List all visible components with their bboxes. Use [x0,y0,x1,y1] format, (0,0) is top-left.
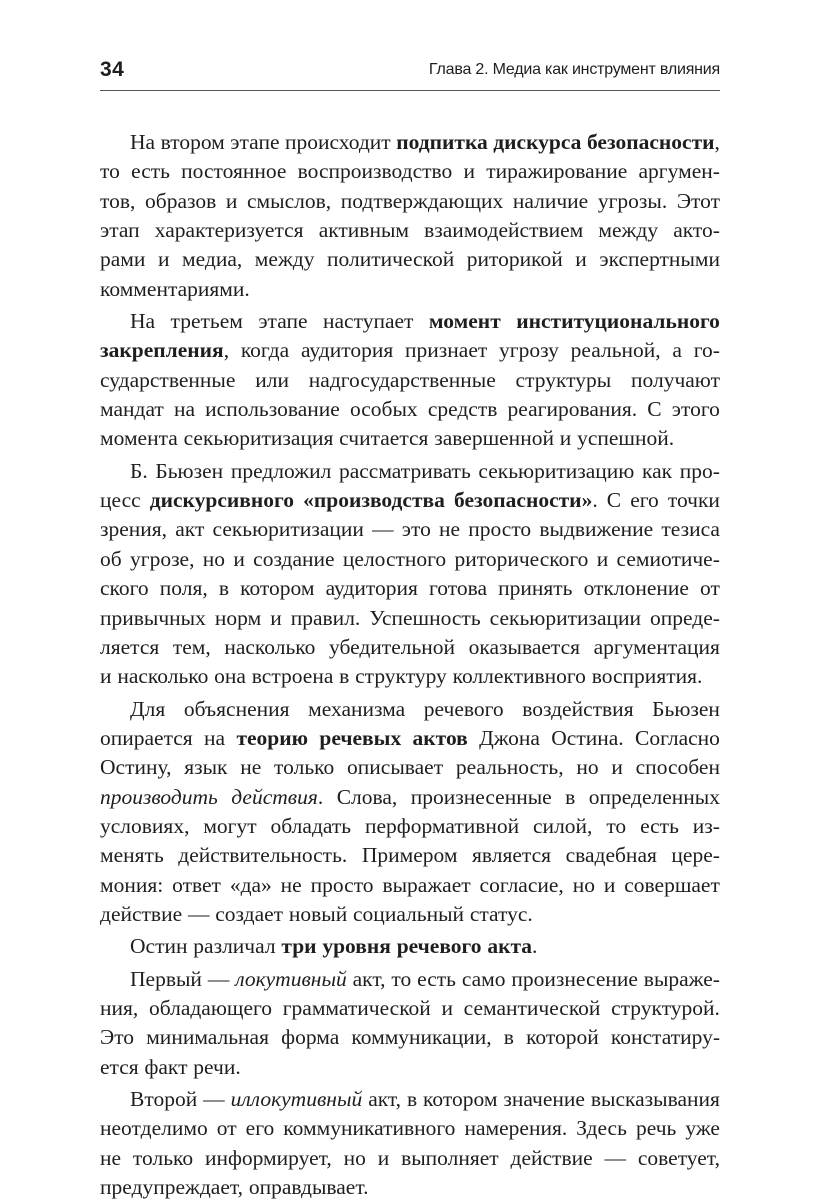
word: только [132,1145,194,1170]
word: его [630,488,659,513]
word: успешной. [577,426,675,451]
word: медиа, [182,247,243,272]
word: между [254,247,315,272]
word: является [472,843,552,868]
word: секьюритизация [183,426,334,451]
word: и [463,159,476,184]
word: реальной, [570,338,661,363]
word: статус. [469,901,533,926]
word: мония: [100,872,164,897]
word: образов [145,188,217,213]
word: политической [327,247,455,272]
word: «производства [303,488,445,513]
word: просто [468,517,532,542]
word: советует, [637,1145,720,1170]
word: На [130,309,156,334]
word: секьюритизации [489,605,642,630]
word: рами [100,247,146,272]
word: — [604,1145,626,1170]
word: об [100,546,122,571]
text-line [100,1085,720,1114]
word: действие [510,1145,593,1170]
word: производить [100,784,218,809]
word: насколько [117,664,209,689]
word: ется [100,1054,139,1079]
word: Бьюзен [155,458,224,483]
word: Б. [130,458,148,483]
word: Первый [130,966,202,991]
word: зрения, [100,517,168,542]
word: согласие, [479,872,564,897]
word: структуры [515,367,612,392]
word: акт, [368,1087,402,1111]
word: Для [130,696,166,721]
word: ответ [172,872,221,897]
text-line [100,753,720,782]
word: акт, [352,966,386,991]
word: целостного [342,546,447,571]
word: предложил [230,458,332,483]
word: из- [692,813,720,838]
word: считается [339,426,429,451]
word: происходит [285,130,391,154]
word: грамматической [282,995,431,1020]
word: убедительной [328,634,456,659]
word: воздействия [522,696,634,721]
word: Согласно [635,725,720,750]
word: совершает [624,872,720,897]
word: момент [428,309,501,334]
word: и [603,872,616,897]
running-header [100,56,720,91]
word: обладающего [148,995,273,1020]
word: и [559,426,572,451]
word: цере- [671,843,720,868]
word: уровня [322,934,391,959]
word: коммуникативного [283,1116,456,1141]
word: рассматривать [338,458,471,483]
word: Остину, [100,755,172,780]
word: три [281,934,317,959]
word: и [270,605,282,630]
word: оправдывает. [248,1175,369,1200]
word: риторического [454,546,589,571]
word: На [130,130,156,154]
word: новый [288,901,348,926]
word: котором [423,1087,498,1111]
text-line [100,128,720,157]
word: дискурсивного [149,488,295,513]
word: значение [503,1087,585,1111]
word: создает [215,901,284,926]
word: и [611,755,623,780]
text-line [100,307,720,336]
word: или [255,367,289,392]
word: тем, [172,634,211,659]
word: перформативной [364,813,520,838]
text-line [100,841,720,870]
word: произнесенные [410,784,552,809]
word: встроена [251,664,334,689]
word: реальность, [455,755,564,780]
word: завершенной [434,426,554,451]
word: акт [175,517,205,542]
word: выполняет [401,1145,499,1170]
word: в [339,664,350,689]
word: аудитория [325,576,418,601]
word: не [100,1145,122,1170]
word: и [233,546,245,571]
word: — [203,1087,225,1111]
word: котором [240,576,315,601]
word: го- [693,338,720,363]
word: она [214,664,246,689]
word: секьюритизации [212,517,364,542]
word: ляется [100,634,160,659]
word: но [572,872,595,897]
word: использование [205,397,340,422]
word: тов, [100,188,136,213]
word: актов [412,725,468,750]
word: наступает [323,309,414,334]
word: Успешность [369,605,481,630]
word: семиотиче- [616,546,720,571]
word: втором [160,130,225,154]
word: на [173,397,196,422]
word: и [441,995,453,1020]
word: речевого [396,934,482,959]
word: структурой. [611,995,720,1020]
word: подтверждающих [340,188,504,213]
word: его [245,1116,275,1141]
chapter-title: Глава 2. Медиа как инструмент влияния [428,61,720,78]
page-number: 34 [100,58,125,81]
word: произнесение [511,966,638,991]
word: комментариями. [100,276,250,301]
word: «да» [229,872,272,897]
word: речи. [193,1054,241,1079]
word: объяснения [183,696,290,721]
word: создание [253,546,335,571]
word: условиях, [100,813,190,838]
word: семантической [463,995,601,1020]
word: восприятия. [591,664,703,689]
text-line [100,187,720,216]
word: действие [100,901,183,926]
word: но [576,755,599,780]
word: действительность. [178,843,348,868]
word: цесс [100,488,141,513]
text-line [100,1114,720,1143]
word: это [401,517,431,542]
word: аргументация [593,634,720,659]
word: угрозы. [597,188,668,213]
word: теорию [236,725,309,750]
word: уже [685,1116,720,1141]
word: безопасности, [586,130,720,154]
word: Остина. [551,725,624,750]
word: от [216,1116,237,1141]
word: когда [240,338,290,363]
word: момента [100,426,178,451]
word: свадебная [565,843,657,868]
word: отклонение [583,576,689,601]
word: — [187,901,210,926]
word: взаимодействием [424,218,584,243]
word: само [461,966,506,991]
text-line [100,157,720,186]
word: определенных [588,784,720,809]
word: речевого [423,696,504,721]
word: выдвижение [539,517,654,542]
word: этап [100,218,140,243]
word: коллективного [452,664,586,689]
word: безопасности». [453,488,598,513]
word: средств [427,397,498,422]
word: этого [671,397,720,422]
word: локутивный [235,966,347,991]
text-line [100,932,720,961]
word: речевых [319,725,402,750]
word: способен [635,755,720,780]
text-line [100,336,720,365]
word: смыслов, [247,188,332,213]
word: особых [349,397,418,422]
word: признает [405,338,488,363]
word: факт [144,1054,188,1079]
word: выраже- [643,966,720,991]
word: ния, [100,995,139,1020]
word: готова [428,576,488,601]
text-line [100,1053,720,1082]
word: этапе [230,130,280,154]
word: надгосударственные [308,367,496,392]
word: С [647,397,662,422]
word: Примером [361,843,458,868]
word: то [391,966,412,991]
word: насколько [224,634,316,659]
text-line [100,633,720,662]
text-line [100,457,720,486]
word: постоянное [181,159,287,184]
word: информирует, [204,1145,332,1170]
word: правил. [290,605,361,630]
text-line [100,245,720,274]
text-line [100,662,720,691]
text-line [100,424,720,453]
word: менять [100,843,164,868]
word: действия. [231,784,324,809]
word: и [100,664,112,689]
word: но [343,1145,366,1170]
word: не [240,755,262,780]
word: только [274,755,335,780]
word: и [225,188,238,213]
word: характеризуется [154,218,304,243]
word: есть [640,813,679,838]
word: Бьюзен [652,696,720,721]
word: подпитка [396,130,488,154]
word: сударственные [100,367,236,392]
text-line [100,994,720,1023]
text-line [100,1144,720,1173]
word: речь [635,1116,677,1141]
word: минимальная [146,1025,269,1050]
word: в [406,1087,418,1111]
text-line [100,1173,720,1202]
text-line [100,1023,720,1052]
text-line [100,604,720,633]
word: про- [679,458,720,483]
word: Слова, [336,784,398,809]
word: могут [203,813,257,838]
word: от [700,576,720,601]
word: и [377,1145,390,1170]
word: то [606,813,627,838]
word: различал [193,934,276,959]
text-line [100,724,720,753]
word: обладать [270,813,352,838]
word: но [202,546,226,571]
word: есть [131,159,170,184]
word: Остин [130,934,188,959]
text-line [100,574,720,603]
word: не [280,872,302,897]
word: угрозу [499,338,559,363]
word: не [439,517,461,542]
word: норм [214,605,262,630]
text-line [100,366,720,395]
word: выражает [382,872,471,897]
word: риторикой [466,247,563,272]
word: акта. [487,934,538,959]
word: на [204,725,226,750]
word: — [207,966,230,991]
word: предупреждает, [100,1175,244,1200]
word: иллокутивный [230,1087,363,1111]
word: получают [631,367,720,392]
word: язык [184,755,228,780]
word: высказывания [590,1087,720,1111]
word: мандат [100,397,164,422]
word: в [503,1025,514,1050]
word: силой, [533,813,593,838]
word: которой [526,1025,599,1050]
word: как [642,458,673,483]
word: и [575,247,587,272]
word: угрозе, [130,546,195,571]
word: механизма [308,696,406,721]
word: между [598,218,659,243]
word: С [606,488,622,513]
word: структуру [355,664,447,689]
word: точки [667,488,720,513]
word: а [672,338,682,363]
word: привычных [100,605,206,630]
word: и [596,546,609,571]
word: активным [318,218,410,243]
text-line [100,545,720,574]
word: Второй [130,1087,198,1111]
word: в [218,576,229,601]
word: просто [310,872,374,897]
text-line [100,486,720,515]
word: Джона [479,725,540,750]
word: описывает [347,755,444,780]
text-line [100,871,720,900]
word: в [565,784,576,809]
word: ского [100,576,149,601]
word: опирается [100,725,193,750]
text-line [100,275,720,304]
word: аргумен- [638,159,720,184]
word: аудитория [300,338,394,363]
word: и [157,247,170,272]
text-line [100,900,720,929]
word: закрепления, [100,338,230,363]
word: этапе [258,309,308,334]
word: акто- [673,218,720,243]
word: наличие [512,188,589,213]
word: констатиру- [610,1025,720,1050]
text-line [100,216,720,245]
word: опреде- [650,605,720,630]
word: Это [100,1025,135,1050]
word: принять [498,576,573,601]
text-line [100,695,720,724]
body-text [100,128,720,1202]
word: экспертными [599,247,720,272]
word: Здесь [576,1116,627,1141]
word: Этот [676,188,720,213]
word: тезиса [661,517,720,542]
word: есть [417,966,456,991]
word: тиражирование [486,159,628,184]
text-line [100,965,720,994]
word: то [100,159,120,184]
word: неотделимо [100,1116,208,1141]
word: воспроизводство [297,159,453,184]
word: дискурса [493,130,582,154]
word: коммуникации, [351,1025,492,1050]
word: оказывается [468,634,581,659]
word: институционального [516,309,720,334]
text-line [100,812,720,841]
word: — [372,517,394,542]
word: третьем [170,309,243,334]
word: секьюритизацию [478,458,635,483]
word: форма [281,1025,340,1050]
word: реагирования. [507,397,638,422]
text-line [100,395,720,424]
text-line [100,515,720,544]
text-line [100,783,720,812]
word: поля, [159,576,208,601]
word: социальный [353,901,465,926]
word: намерения. [464,1116,568,1141]
